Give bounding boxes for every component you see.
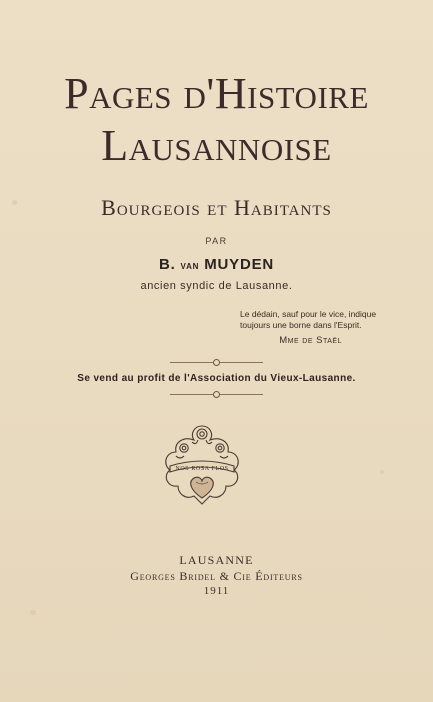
epigraph-attribution: Mme de Staël	[279, 335, 342, 346]
epigraph	[240, 309, 377, 346]
emblem-motto: NOS ROSA FLOS	[175, 466, 229, 472]
by-label: PAR	[205, 236, 228, 246]
author-role: ancien syndic de Lausanne.	[140, 280, 293, 292]
paper-spot	[30, 610, 36, 615]
ornamental-rule-bottom	[170, 394, 263, 395]
imprint-year: 1911	[203, 585, 230, 597]
epigraph-line-1: Le dédain, sauf pour le vice, indique	[240, 309, 377, 319]
author-surname: MUYDEN	[204, 256, 275, 273]
title-line-1: Pages d'Histoire	[64, 69, 369, 118]
paper-spot	[380, 470, 384, 474]
author-initial: B.	[158, 256, 176, 273]
imprint-place: LAUSANNE	[179, 553, 254, 567]
ornamental-rule-top	[170, 362, 263, 363]
subtitle: Bourgeois et Habitants	[101, 195, 332, 220]
author-name	[0, 256, 433, 273]
sale-note: Se vend au profit de l'Association du Vieux-Lausanne.	[77, 373, 356, 384]
imprint-publisher: Georges Bridel & Cie Éditeurs	[130, 569, 303, 583]
title-line-2: Lausannoise	[101, 121, 332, 170]
heart-rose-emblem-icon	[158, 420, 246, 508]
epigraph-line-2: toujours une borne dans l'Esprit.	[240, 320, 362, 330]
author-particle: van	[180, 258, 200, 272]
